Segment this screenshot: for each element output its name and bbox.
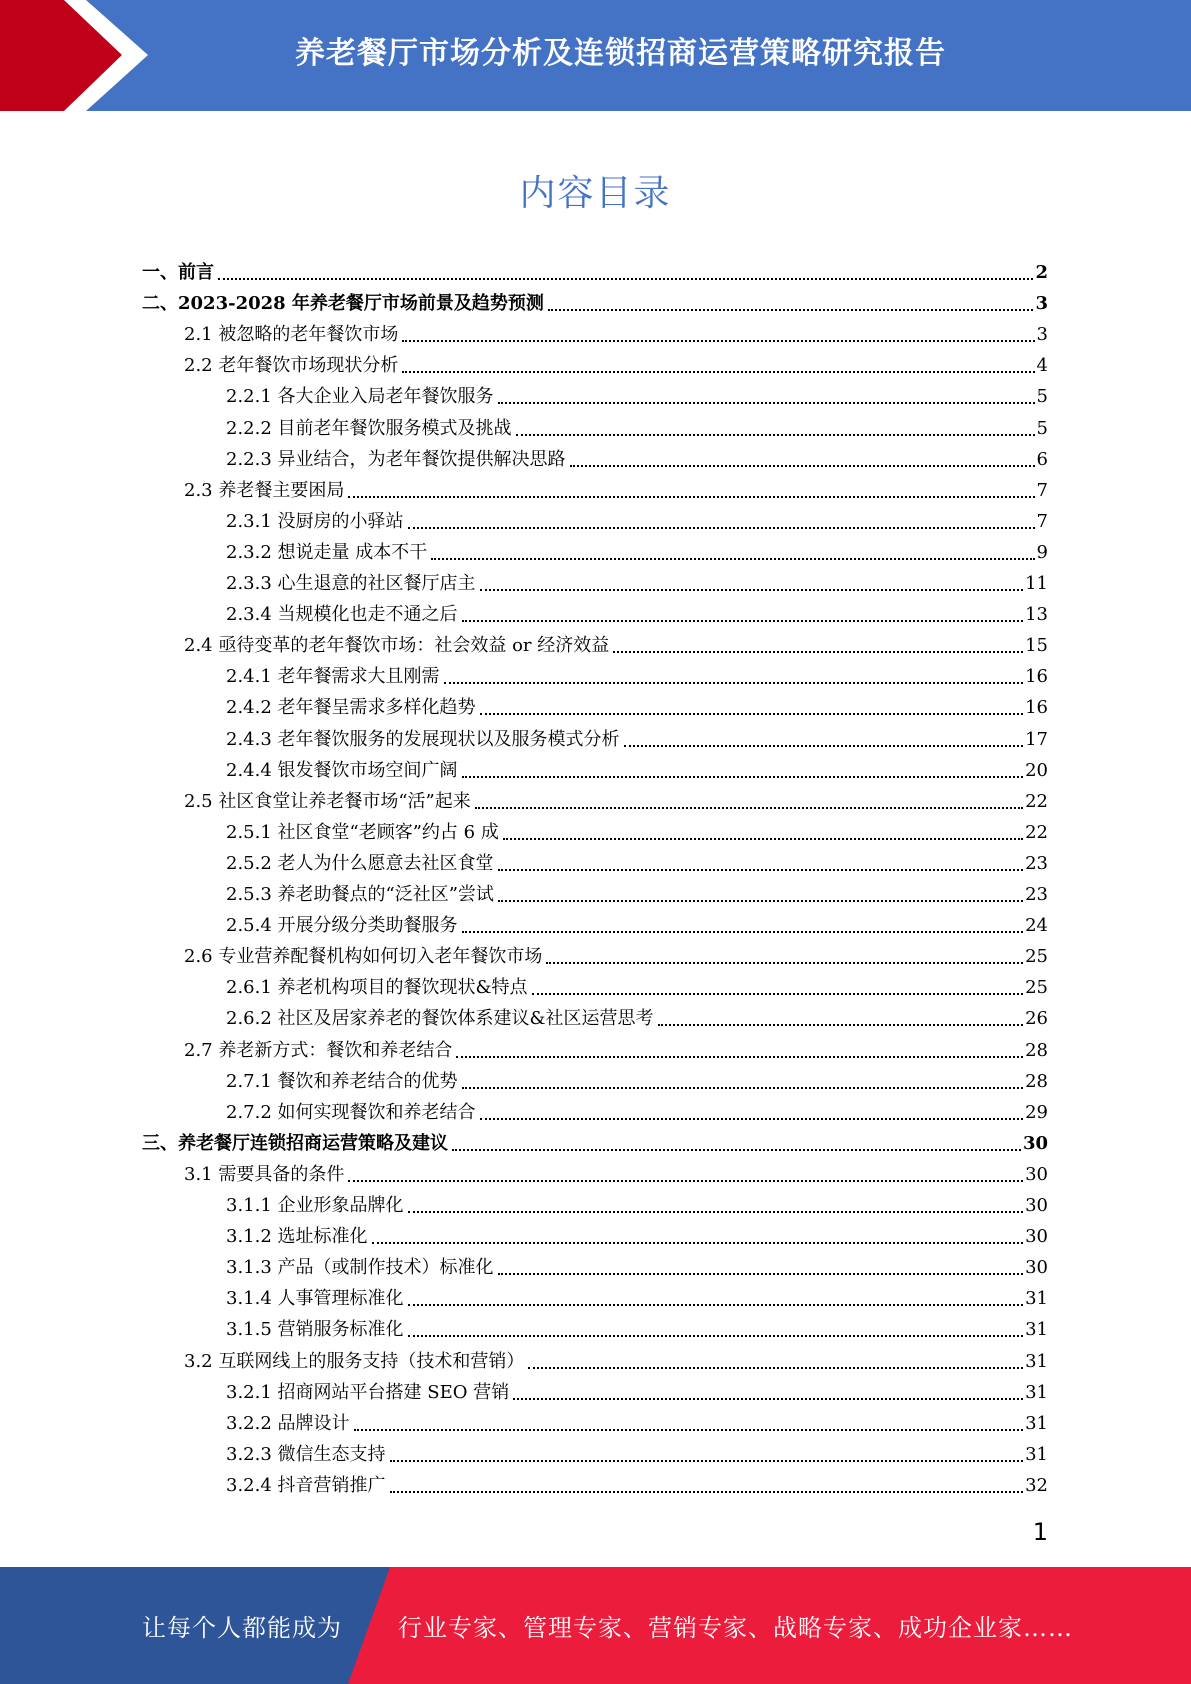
toc-leader-dots — [348, 1180, 1023, 1182]
toc-leader-dots — [462, 776, 1024, 778]
toc-entry-label: 3.2.2 品牌设计 — [226, 1412, 350, 1434]
toc-leader-dots — [480, 589, 1024, 591]
toc-entry[interactable] — [226, 1093, 1048, 1124]
toc-entry-page: 26 — [1025, 1008, 1048, 1030]
header-banner — [0, 0, 1191, 111]
toc-entry-label: 2.7.1 餐饮和养老结合的优势 — [226, 1070, 458, 1092]
toc-entry-label: 2.3.1 没厨房的小驿站 — [226, 510, 404, 532]
toc-entry-page: 17 — [1025, 728, 1048, 750]
toc-entry-page: 30 — [1022, 1132, 1048, 1154]
toc-entry-label: 3.1.5 营销服务标准化 — [226, 1319, 404, 1341]
toc-entry[interactable] — [226, 564, 1048, 595]
toc-entry-label: 2.3.2 想说走量 成本不干 — [226, 541, 428, 563]
page-number: 1 — [1032, 1518, 1048, 1546]
toc-leader-dots — [402, 340, 1034, 342]
toc-leader-dots — [408, 1335, 1024, 1337]
toc-entry-page: 5 — [1036, 417, 1048, 439]
toc-entry-page: 31 — [1025, 1319, 1048, 1341]
toc-entry-label: 2.4.4 银发餐饮市场空间广阔 — [226, 759, 458, 781]
toc-entry[interactable] — [226, 906, 1048, 937]
toc-entry-label: 2.6.1 养老机构项目的餐饮现状&特点 — [226, 977, 528, 999]
toc-entry-page: 16 — [1025, 697, 1048, 719]
toc-entry-page: 6 — [1036, 448, 1048, 470]
toc-entry-page: 31 — [1025, 1288, 1048, 1310]
footer-slogan-left: 让每个人都能成为 — [142, 1614, 342, 1642]
toc-entry-page: 28 — [1025, 1039, 1048, 1061]
toc-entry-label: 3.2.4 抖音营销推广 — [226, 1474, 386, 1496]
toc-entry-label: 2.6 专业营养配餐机构如何切入老年餐饮市场 — [184, 946, 543, 968]
toc-entry-label: 3.1.4 人事管理标准化 — [226, 1288, 404, 1310]
toc-entry-page: 23 — [1025, 852, 1048, 874]
toc-entry-page: 30 — [1025, 1257, 1048, 1279]
report-title-text: 养老餐厅市场分析及连锁招商运营策略研究报告 — [295, 36, 946, 71]
toc-leader-dots — [498, 402, 1035, 404]
toc-entry[interactable] — [226, 720, 1048, 751]
toc-leader-dots — [408, 1304, 1024, 1306]
toc-entry-label: 3.1.2 选址标准化 — [226, 1226, 368, 1248]
toc-leader-dots — [408, 1211, 1024, 1213]
toc-leader-dots — [516, 434, 1035, 436]
toc-leader-dots — [444, 682, 1024, 684]
toc-leader-dots — [513, 1398, 1023, 1400]
toc-entry[interactable] — [226, 1186, 1048, 1217]
toc-entry-page: 31 — [1025, 1350, 1048, 1372]
footer-slogan-right: 行业专家、管理专家、营销专家、战略专家、成功企业家…… — [398, 1614, 1073, 1642]
toc-entry-label: 2.5 社区食堂让养老餐市场“活”起来 — [184, 790, 471, 812]
toc-entry-label: 2.3.4 当规模化也走不通之后 — [226, 604, 458, 626]
report-title — [0, 0, 1191, 100]
toc-entry-page: 25 — [1025, 977, 1048, 999]
toc-leader-dots — [402, 371, 1034, 373]
footer-banner — [0, 1567, 1191, 1684]
toc-entry-label: 2.4 亟待变革的老年餐饮市场：社会效益 or 经济效益 — [184, 635, 610, 657]
toc-entry[interactable] — [226, 533, 1048, 564]
toc-entry-page: 32 — [1025, 1474, 1048, 1496]
toc-entry-label: 2.2 老年餐饮市场现状分析 — [184, 355, 399, 377]
toc-entry[interactable] — [226, 377, 1048, 408]
toc-entry[interactable] — [226, 1248, 1048, 1279]
toc-entry[interactable] — [226, 999, 1048, 1030]
toc-entry-page: 25 — [1025, 946, 1048, 968]
toc-entry[interactable] — [226, 1279, 1048, 1310]
toc-entry[interactable] — [142, 284, 1048, 315]
toc-entry-label: 2.2.3 异业结合，为老年餐饮提供解决思路 — [226, 448, 566, 470]
toc-entry[interactable] — [226, 813, 1048, 844]
toc-entry-label: 三、养老餐厅连锁招商运营策略及建议 — [142, 1132, 448, 1154]
toc-entry[interactable] — [226, 688, 1048, 719]
toc-entry[interactable] — [226, 502, 1048, 533]
toc-leader-dots — [613, 651, 1023, 653]
toc-entry[interactable] — [226, 440, 1048, 471]
toc-entry[interactable] — [226, 968, 1048, 999]
toc-entry-label: 2.2.1 各大企业入局老年餐饮服务 — [226, 386, 494, 408]
toc-entry-label: 二、2023-2028 年养老餐厅市场前景及趋势预测 — [142, 293, 544, 315]
toc-entry-page: 30 — [1025, 1226, 1048, 1248]
toc-leader-dots — [480, 1118, 1024, 1120]
toc-leader-dots — [546, 962, 1023, 964]
toc-leader-dots — [528, 1367, 1023, 1369]
toc-leader-dots — [354, 1429, 1024, 1431]
toc-entry-page: 15 — [1025, 635, 1048, 657]
toc-entry[interactable] — [184, 1031, 1048, 1062]
toc-entry-label: 3.1.3 产品（或制作技术）标准化 — [226, 1257, 494, 1279]
toc-leader-dots — [498, 1273, 1024, 1275]
toc-entry-label: 3.1 需要具备的条件 — [184, 1163, 345, 1185]
toc-entry[interactable] — [184, 937, 1048, 968]
toc-entry-label: 2.4.3 老年餐饮服务的发展现状以及服务模式分析 — [226, 728, 620, 750]
toc-leader-dots — [218, 278, 1033, 280]
toc-entry-label: 2.5.4 开展分级分类助餐服务 — [226, 915, 458, 937]
toc-entry[interactable] — [184, 471, 1048, 502]
toc-leader-dots — [456, 1056, 1023, 1058]
toc-title: 内容目录 — [519, 173, 672, 214]
toc-entry-page: 3 — [1036, 324, 1048, 346]
toc-leader-dots — [408, 527, 1035, 529]
toc-entry-page: 31 — [1025, 1443, 1048, 1465]
toc-entry[interactable] — [184, 1342, 1048, 1373]
toc-entry[interactable] — [226, 1062, 1048, 1093]
toc-entry[interactable] — [184, 346, 1048, 377]
toc-entry-label: 2.5.3 养老助餐点的“泛社区”尝试 — [226, 884, 494, 905]
toc-entry-page: 5 — [1036, 386, 1048, 408]
toc-entry-page: 9 — [1036, 541, 1048, 563]
toc-leader-dots — [503, 838, 1023, 840]
toc-leader-dots — [498, 869, 1024, 871]
toc-leader-dots — [475, 807, 1023, 809]
toc-entry-page: 31 — [1025, 1381, 1048, 1403]
toc-leader-dots — [452, 1149, 1021, 1151]
toc-entry[interactable] — [226, 751, 1048, 782]
toc-entry-label: 2.2.2 目前老年餐饮服务模式及挑战 — [226, 417, 512, 439]
toc-entry[interactable] — [226, 595, 1048, 626]
toc-entry[interactable] — [184, 626, 1048, 657]
toc-entry[interactable] — [226, 1373, 1048, 1404]
toc-entry-label: 3.2.1 招商网站平台搭建 SEO 营销 — [226, 1381, 510, 1403]
toc-entry-label: 一、前言 — [142, 262, 214, 283]
toc-leader-dots — [532, 993, 1024, 995]
toc-entry-label: 2.7.2 如何实现餐饮和养老结合 — [226, 1101, 476, 1123]
toc-leader-dots — [462, 931, 1024, 933]
toc-entry[interactable] — [184, 1155, 1048, 1186]
toc-entry-page: 4 — [1036, 355, 1048, 377]
toc-leader-dots — [498, 900, 1023, 902]
toc-entry[interactable] — [226, 1217, 1048, 1248]
toc-entry-label: 3.1.1 企业形象品牌化 — [226, 1195, 404, 1216]
toc-entry-page: 29 — [1025, 1101, 1048, 1123]
toc-entry-page: 30 — [1025, 1195, 1048, 1216]
toc-entry-label: 2.5.2 老人为什么愿意去社区食堂 — [226, 852, 494, 874]
toc-entry-label: 3.2.3 微信生态支持 — [226, 1443, 386, 1465]
toc-entry[interactable] — [226, 875, 1048, 906]
toc-entry-label: 2.7 养老新方式：餐饮和养老结合 — [184, 1039, 453, 1061]
toc-entry[interactable] — [142, 253, 1048, 284]
toc-entry-page: 3 — [1035, 293, 1048, 315]
toc-entry-page: 11 — [1025, 573, 1048, 594]
toc-entry-page: 24 — [1025, 915, 1048, 937]
toc-leader-dots — [480, 713, 1024, 715]
toc-leader-dots — [548, 309, 1034, 311]
toc-entry[interactable] — [226, 1435, 1048, 1466]
toc-entry-page: 23 — [1025, 884, 1048, 905]
toc-entry-label: 3.2 互联网线上的服务支持（技术和营销） — [184, 1350, 525, 1372]
toc-entry[interactable] — [226, 657, 1048, 688]
toc-entry-label: 2.3.3 心生退意的社区餐厅店主 — [226, 573, 476, 594]
toc-entry-label: 2.4.1 老年餐需求大且刚需 — [226, 666, 440, 688]
toc-entry-label: 2.1 被忽略的老年餐饮市场 — [184, 324, 399, 346]
toc-entry-page: 2 — [1035, 262, 1048, 283]
toc-entry-label: 2.4.2 老年餐呈需求多样化趋势 — [226, 697, 476, 719]
toc-entry[interactable] — [184, 782, 1048, 813]
toc-entry-page: 22 — [1025, 821, 1048, 843]
toc-entry-page: 31 — [1025, 1412, 1048, 1434]
toc-entry[interactable] — [226, 844, 1048, 875]
toc-leader-dots — [348, 496, 1034, 498]
toc-entry[interactable] — [226, 1404, 1048, 1435]
toc-leader-dots — [372, 1242, 1024, 1244]
toc-entry-label: 2.6.2 社区及居家养老的餐饮体系建议&社区运营思考 — [226, 1008, 654, 1030]
toc-entry-page: 22 — [1025, 790, 1048, 812]
toc-leader-dots — [462, 620, 1024, 622]
toc-entry[interactable] — [226, 409, 1048, 440]
toc-entry-page: 7 — [1036, 479, 1048, 501]
toc-leader-dots — [390, 1491, 1024, 1493]
toc-entry[interactable] — [226, 1466, 1048, 1497]
toc-entry[interactable] — [184, 315, 1048, 346]
toc-leader-dots — [658, 1024, 1024, 1026]
toc-entry-page: 20 — [1025, 759, 1048, 781]
toc-entry-label: 2.5.1 社区食堂“老顾客”约占 6 成 — [226, 821, 499, 843]
toc-entry[interactable] — [142, 1124, 1048, 1155]
toc-entry-page: 13 — [1025, 604, 1048, 626]
toc-leader-dots — [570, 465, 1035, 467]
toc-entry-label: 2.3 养老餐主要困局 — [184, 479, 345, 501]
toc-leader-dots — [390, 1460, 1024, 1462]
toc-entry-page: 30 — [1025, 1163, 1048, 1185]
toc-leader-dots — [431, 558, 1034, 560]
toc-entry-page: 7 — [1036, 510, 1048, 532]
toc-leader-dots — [624, 745, 1024, 747]
toc-entry-page: 28 — [1025, 1070, 1048, 1092]
toc-entry-page: 16 — [1025, 666, 1048, 688]
toc-entry[interactable] — [226, 1310, 1048, 1341]
toc-leader-dots — [462, 1087, 1024, 1089]
